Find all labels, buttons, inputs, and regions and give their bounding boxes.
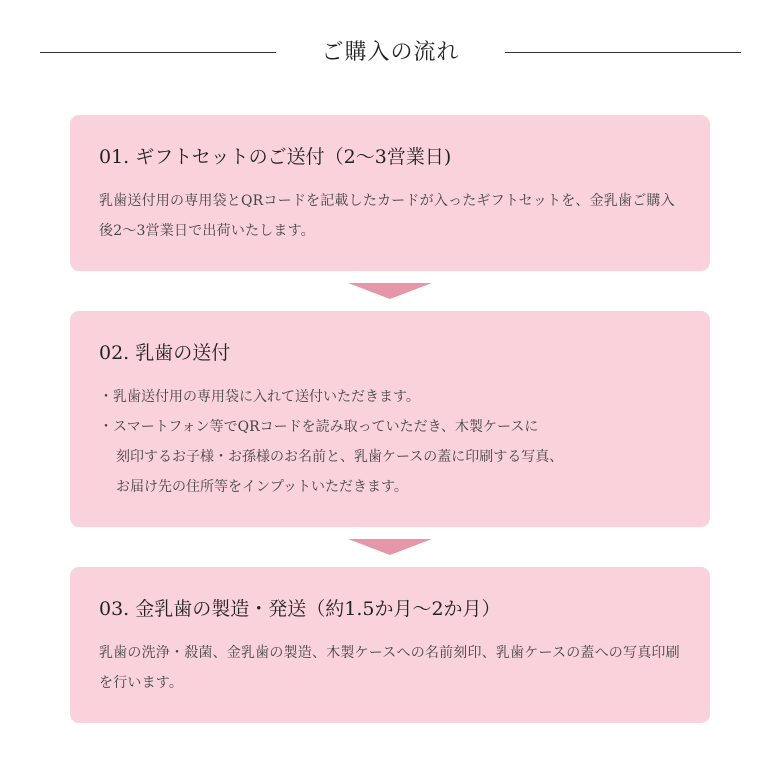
header-rule-left — [40, 52, 276, 53]
down-triangle-icon — [348, 539, 432, 555]
section-header — [0, 26, 780, 78]
step-card-2 — [70, 311, 710, 527]
step-2-bullet-2-cont-1: 刻印するお子様・お孫様のお名前と、乳歯ケースの蓋に印刷する写真、 — [116, 449, 564, 465]
step-2-bullet-2-cont-2: お届け先の住所等をインプットいただきます。 — [116, 479, 408, 495]
step-card-1 — [70, 115, 710, 271]
step-2-bullets — [99, 382, 682, 502]
step-1-body: 乳歯送付用の専用袋とQRコードを記載したカードが入ったギフトセットを、金乳歯ご購入後2〜3営業日で出荷いたします。 — [99, 193, 675, 239]
header-rule-right — [505, 52, 741, 53]
down-triangle-icon — [348, 283, 432, 299]
step-1-title: 01. ギフトセットのご送付（2〜3営業日) — [99, 146, 452, 168]
step-2-bullet-2: ・スマートフォン等でQRコードを読み取っていただき、木製ケースに — [99, 419, 539, 435]
step-3-title: 03. 金乳歯の製造・発送（約1.5か月〜2か月） — [99, 598, 501, 620]
step-2-title: 02. 乳歯の送付 — [99, 342, 231, 364]
step-2-bullet-1: ・乳歯送付用の専用袋に入れて送付いただきます。 — [99, 389, 420, 405]
step-card-3 — [70, 567, 710, 723]
step-3-body: 乳歯の洗浄・殺菌、金乳歯の製造、木製ケースへの名前刻印、乳歯ケースの蓋への写真印刷を行います。 — [99, 645, 680, 691]
section-title: ご購入の流れ — [321, 40, 460, 65]
